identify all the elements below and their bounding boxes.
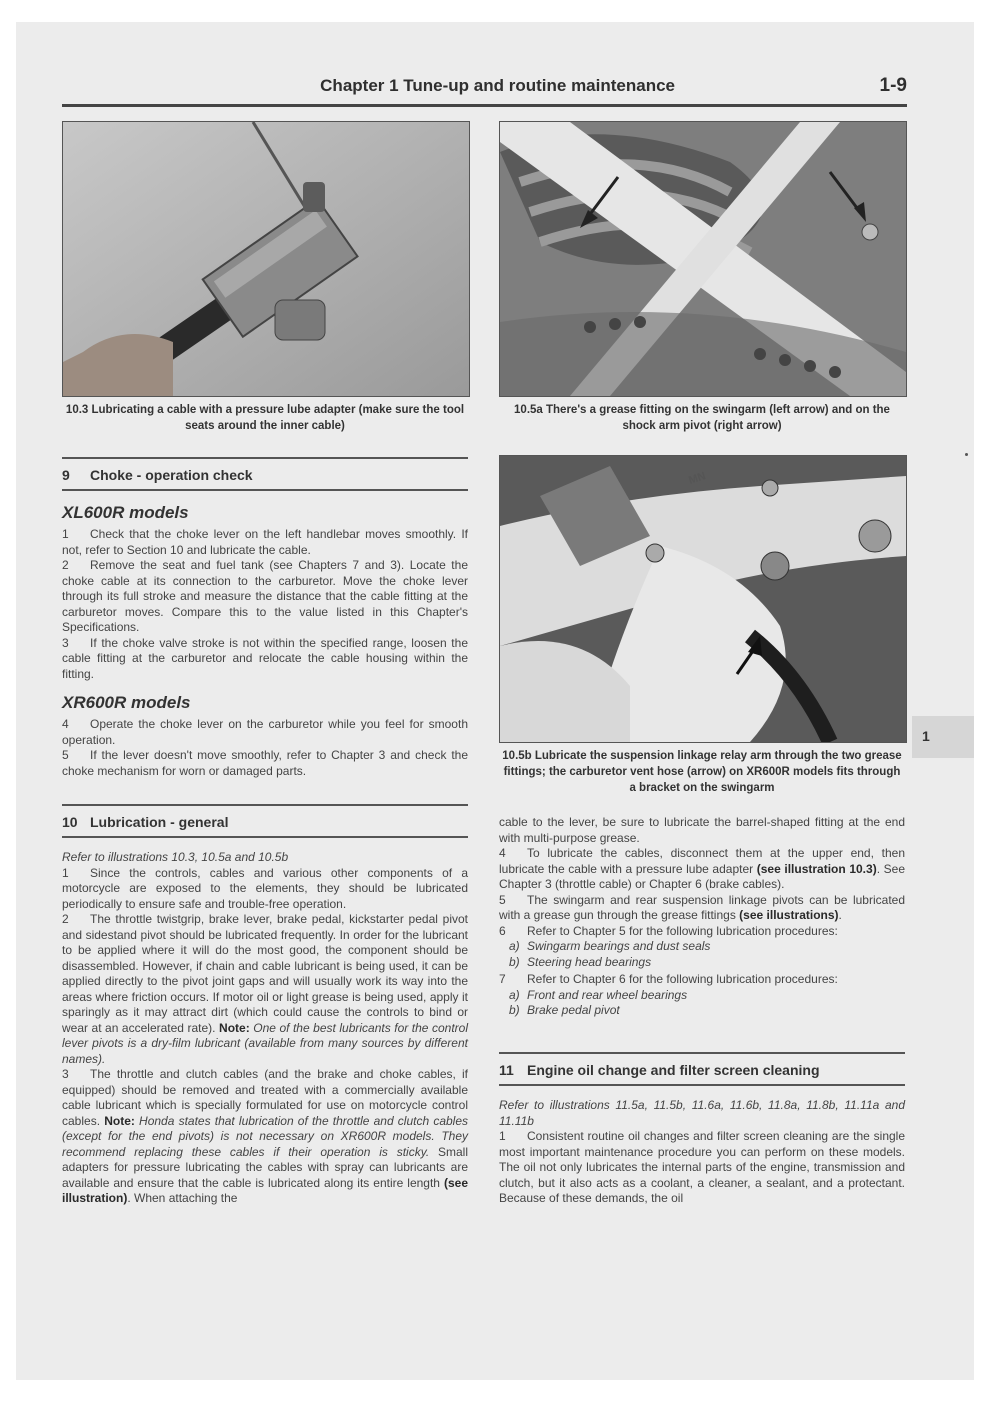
paragraph — [62, 748, 468, 779]
section-9-title: Choke - operation check — [90, 467, 253, 483]
section-11-title: Engine oil change and filter screen cleaning — [527, 1062, 820, 1078]
section-11-heading — [499, 1052, 905, 1086]
illustration-callout: (see illustration) — [62, 1175, 468, 1205]
paragraph — [62, 1067, 468, 1207]
section-10-heading — [62, 804, 468, 838]
chapter-tab — [912, 716, 974, 758]
photo-fig-10-5b — [499, 455, 907, 743]
paragraph — [62, 527, 468, 558]
paragraph-text: . See Chapter 3 (throttle cable) or Chapter 6 (brake cables). — [499, 861, 905, 891]
section-10-text-col2 — [499, 815, 905, 1019]
paragraph — [62, 717, 468, 748]
paragraph — [62, 558, 468, 636]
paragraph-text: To lubricate the cables, disconnect them at the upper end, then lubricate the cable with a pressure lube adapter — [499, 846, 905, 876]
list-marker: b) — [509, 1003, 520, 1017]
paragraph-number: 5 — [62, 748, 69, 762]
paragraph-text: If the lever doesn't move smoothly, refer to Chapter 3 and check the choke mechanism for worn or damaged parts. — [62, 748, 468, 778]
list-marker: b) — [509, 954, 520, 969]
paragraph-number: 3 — [62, 635, 69, 650]
paragraph-number: 2 — [62, 558, 69, 572]
section-9-text-b — [62, 717, 468, 779]
paragraph-number: 1 — [499, 1129, 506, 1143]
frame-marking: MN — [687, 470, 708, 487]
paragraph — [499, 893, 905, 924]
paragraph-text: Operate the choke lever on the carburetor while you feel for smooth operation. — [62, 717, 468, 747]
note-label: Note: — [104, 1113, 135, 1128]
paragraph — [62, 636, 468, 683]
chapter-tab-number: 1 — [922, 728, 930, 744]
caption-fig-10-5b: 10.5b Lubricate the suspension linkage relay arm through the two grease fittings; the carburetor vent hose (arrow) on XR600R models fits through a bracket on the swingarm — [502, 750, 902, 794]
paragraph-number: 1 — [62, 527, 69, 541]
list-item-text: Steering head bearings — [527, 954, 652, 969]
note-label: Note: — [219, 1020, 250, 1035]
list-item-text: Swingarm bearings and dust seals — [527, 939, 711, 953]
photo-fig-10-5a — [499, 121, 907, 397]
illustration-callout: (see illustrations) — [739, 908, 839, 922]
running-head — [62, 76, 907, 107]
paragraph — [62, 912, 468, 1067]
list-marker: a) — [509, 987, 520, 1002]
section-9-number: 9 — [62, 467, 70, 483]
caption-fig-10-5a: 10.5a There's a grease fitting on the swingarm (left arrow) and on the shock arm pivot (right arrow) — [514, 404, 890, 432]
paragraph-text: Refer to Chapter 6 for the following lubrication procedures: — [527, 972, 838, 986]
paragraph-text: Consistent routine oil changes and filter screen cleaning are the single most important maintenance procedure you can perform on these models. The oil not only lubricates the internal parts of the engine, transmission and clutch, but it also acts as a coolant, a cleaner, a sealant, and a protectant. Because of these demands, the oil — [499, 1129, 905, 1205]
list-item-text: Front and rear wheel bearings — [527, 987, 688, 1002]
caption-fig-10-3: 10.3 Lubricating a cable with a pressure lube adapter (make sure the tool seats around the inner cable) — [65, 404, 465, 432]
paragraph — [499, 1129, 905, 1207]
paragraph-text: The throttle twistgrip, brake lever, brake pedal, kickstarter pedal pivot and sidestand pivot should be lubricated frequently. In order for the lubricant to be applied where it will do the most good, the component should be disassembled. However, if chain and cable lubricant is being used, it can be applied directly to the pivot joint gaps and will usually work its way into the areas where friction occurs. If motor oil or light grease is being used, apply it sparingly as it may attract dirt (which could cause the controls to bind or wear at an accelerated rate). — [62, 912, 468, 1035]
note-text: One of the best lubricants for the control lever pivots is a dry-film lubricant (available from many sources by different names). — [62, 1020, 468, 1066]
list-item-text: Brake pedal pivot — [527, 1003, 620, 1017]
photo-fig-10-3 — [62, 121, 470, 397]
illustration-reference: Refer to illustrations 11.5a, 11.5b, 11.6a, 11.6b, 11.8a, 11.8b, 11.11a and 11.11b — [499, 1098, 905, 1128]
subhead-xr600r: XR600R models — [62, 693, 191, 712]
paragraph — [499, 924, 905, 940]
paragraph-number: 7 — [499, 972, 506, 986]
paragraph-number: 4 — [499, 846, 506, 860]
illustration-reference: Refer to illustrations 10.3, 10.5a and 10.5b — [62, 850, 289, 864]
paragraph-number: 5 — [499, 892, 506, 907]
paragraph — [499, 846, 905, 893]
section-9-text-a — [62, 527, 468, 682]
paragraph-text: Remove the seat and fuel tank (see Chapters 7 and 3). Locate the choke cable at its connection to the carburetor. Move the choke lever through its full stroke and measure the distance that the cable fitting at the carburetor moves. Compare this to the value listed in this Chapter's Specifications. — [62, 558, 468, 634]
margin-dot — [965, 453, 968, 456]
paragraph-text: . When attaching the — [127, 1191, 238, 1205]
paragraph-number: 2 — [62, 912, 69, 926]
paragraph-number: 3 — [62, 1067, 69, 1081]
paragraph — [62, 866, 468, 913]
section-9-heading — [62, 457, 468, 491]
paragraph-number: 6 — [499, 923, 506, 938]
chapter-title: Chapter 1 Tune-up and routine maintenance — [320, 76, 675, 95]
paragraph-text: The throttle and clutch cables (and the brake and choke cables, if equipped) should be removed and treated with a commercially available cable lubricant which is specially formulated for use on motorcycle control cables. — [62, 1067, 468, 1128]
list-item — [499, 1003, 905, 1019]
paragraph-text: If the choke valve stroke is not within the specified range, loosen the cable fitting at the carburetor and relocate the cable housing within the fitting. — [62, 635, 468, 681]
paragraph: cable to the lever, be sure to lubricate the barrel-shaped fitting at the end with multi-purpose grease. — [499, 815, 905, 845]
paragraph-text: Refer to Chapter 5 for the following lubrication procedures: — [527, 923, 838, 938]
list-item — [499, 955, 905, 971]
section-10-number: 10 — [62, 814, 78, 830]
section-11-text — [499, 1098, 905, 1207]
paragraph-text: . — [838, 908, 842, 922]
paragraph-text: Check that the choke lever on the left handlebar moves smoothly. If not, refer to Section 10 and lubricate the cable. — [62, 527, 468, 557]
list-marker: a) — [509, 939, 520, 953]
paragraph — [499, 972, 905, 988]
list-item — [499, 988, 905, 1004]
list-item — [499, 939, 905, 955]
section-10-title: Lubrication - general — [90, 814, 229, 830]
page-number: 1-9 — [879, 75, 907, 96]
paragraph-text: Since the controls, cables and various other components of a motorcycle are exposed to the elements, they should be lubricated periodically to ensure safe and trouble-free operation. — [62, 865, 468, 911]
illustration-callout: (see illustration 10.3) — [756, 861, 877, 876]
note-text: Honda states that lubrication of the throttle and clutch cables (except for the end pivots) is not necessary on XR600R models. They recommend replacing these cables if their operation is sticky. — [62, 1113, 469, 1159]
paragraph-text: The swingarm and rear suspension linkage pivots can be lubricated with a grease gun through the grease fittings — [499, 892, 905, 922]
section-10-text-col1 — [62, 850, 468, 1207]
paragraph-number: 1 — [62, 865, 69, 880]
paragraph-number: 4 — [62, 717, 69, 731]
subhead-xl600r: XL600R models — [62, 503, 189, 522]
paragraph-text: Small adapters for pressure lubricating the cables with spray can lubricants are available and ensure that the cable is lubricated along its entire length — [62, 1144, 468, 1190]
section-11-number: 11 — [499, 1062, 514, 1078]
